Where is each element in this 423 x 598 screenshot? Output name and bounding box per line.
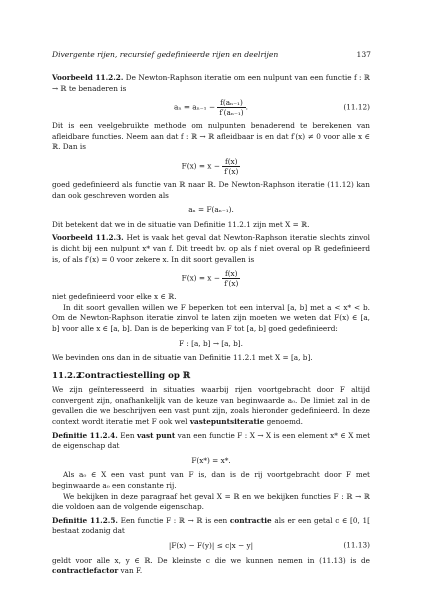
paragraph: Als a₀ ∈ X een vast punt van F is, dan is de rij voortgebracht door F met beginwaarde a₀ een constante rij. — [52, 470, 370, 491]
equation: F : [a, b] → [a, b]. — [179, 338, 243, 348]
equation-11-13 — [52, 541, 370, 552]
running-title: Divergente rijen, recursief gedefinieerde rijen en deelrijen — [52, 50, 279, 59]
numerator: f(aₙ₋₁) — [217, 98, 245, 108]
equation: F(x*) = x*. — [191, 455, 231, 465]
example-11-2-2 — [52, 73, 370, 94]
paragraph: We bekijken in deze paragraaf het geval X = ℝ en we bekijken functies F : ℝ → ℝ die voldoen aan de volgende eigenschap. — [52, 491, 370, 512]
denominator: f′(x) — [224, 279, 239, 289]
running-header — [52, 50, 371, 62]
definition-11-2-4: Definitie 11.2.4. Een vast punt van een functie F : X → X is een element x* ∈ X met de eigenschap dat — [52, 430, 371, 451]
paragraph: Dit betekent dat we in de situatie van Definitie 11.2.1 zijn met X = ℝ. — [52, 219, 310, 229]
example-text: Het is vaak het geval dat Newton-Raphson iteratie slechts zinvol is dicht bij een nulpunt x* van f. Dit treedt bv. op als f niet overal op ℝ gedefinieerd is, of als f′(x) = 0 voor zekere x. In dit soort gevallen is — [52, 233, 370, 264]
page-number: 137 — [356, 50, 371, 59]
equation-11-12 — [52, 98, 370, 117]
defined-term: contractie — [229, 515, 272, 525]
equation — [52, 157, 370, 176]
paragraph: niet gedefinieerd voor elke x ∈ ℝ. — [52, 292, 177, 302]
eq-lhs: F(x) = x − — [181, 161, 220, 171]
denominator: f′(aₙ₋₁) — [219, 108, 244, 118]
eq-lhs: aₙ = aₙ₋₁ − — [174, 102, 215, 112]
denominator: f′(x) — [224, 166, 239, 176]
section-number: 11.2.2 — [52, 370, 82, 381]
section-title: Contractiestelling op ℝ — [78, 370, 191, 381]
paragraph: In dit soort gevallen willen we F beperken tot een interval [a, b] met a < x* < b. Om de Newton-Raphson iteratie zinvol te laten zijn moeten we weten dat F(x) ∈ [a, b] voor alle x ∈ [a, b]. Dan is de beperking van F tot [a, b] goed gedefinieerd: — [52, 302, 370, 333]
numerator: f(x) — [222, 157, 240, 167]
example-text: De Newton-Raphson iteratie om een nulpunt van een functie f : ℝ → ℝ te benaderen is — [52, 73, 370, 93]
section-heading — [52, 371, 370, 382]
equation-number: (11.12) — [343, 102, 370, 112]
example-label: Voorbeeld 11.2.2. — [52, 73, 124, 82]
definition-label: Definitie 11.2.4. — [52, 430, 118, 440]
example-11-2-3 — [52, 233, 370, 265]
equation-number: (11.13) — [343, 541, 370, 550]
numerator: f(x) — [222, 269, 240, 279]
eq-body: |F(x) − F(y)| ≤ c|x − y| — [168, 541, 254, 550]
page-body — [52, 73, 370, 577]
paragraph: Dit is een veelgebruikte methode om nulpunten benaderend te berekenen van afleidbare functies. Neem aan dat f : ℝ → ℝ afleidbaar is en dat f′(x) ≠ 0 voor alle x ∈ ℝ. Dan is — [52, 121, 370, 152]
example-label: Voorbeeld 11.2.3. — [52, 233, 124, 243]
definition-label: Definitie 11.2.5. — [52, 515, 118, 525]
paragraph: We zijn geïnteresseerd in situaties waarbij rijen voortgebracht door F altijd convergent zijn, onafhankelijk van de keuze van beginwaarde a₀. De limiet zal in de gevallen die we beschrijven een vast punt zijn, zoals hieronder gedefinieerd. In deze context wordt iteratie met F ook wel vastepuntsiteratie genoemd. — [52, 385, 370, 427]
fraction — [222, 157, 240, 176]
paragraph: geldt voor alle x, y ∈ ℝ. De kleinste c die we kunnen nemen in (11.13) is de contractiefactor van F. — [52, 555, 370, 576]
defined-term: vast punt — [137, 430, 176, 440]
eq-tail: . — [245, 102, 248, 112]
eq-lhs: F(x) = x − — [181, 273, 220, 283]
paragraph: We bevinden ons dan in de situatie van Definitie 11.2.1 met X = [a, b]. — [52, 353, 313, 363]
equation — [52, 269, 370, 288]
definition-11-2-5: Definitie 11.2.5. Een functie F : ℝ → ℝ is een contractie als er een getal c ∈ [0, 1[ bestaat zodanig dat — [52, 515, 370, 536]
fraction — [217, 98, 245, 117]
equation: aₙ = F(aₙ₋₁). — [188, 205, 234, 215]
bold-term: vastepuntsiteratie — [189, 417, 265, 427]
fraction — [222, 269, 240, 288]
bold-term: contractiefactor — [52, 566, 119, 576]
paragraph: goed gedefinieerd als functie van ℝ naar ℝ. De Newton-Raphson iteratie (11.12) kan dan ook geschreven worden als — [52, 179, 370, 200]
